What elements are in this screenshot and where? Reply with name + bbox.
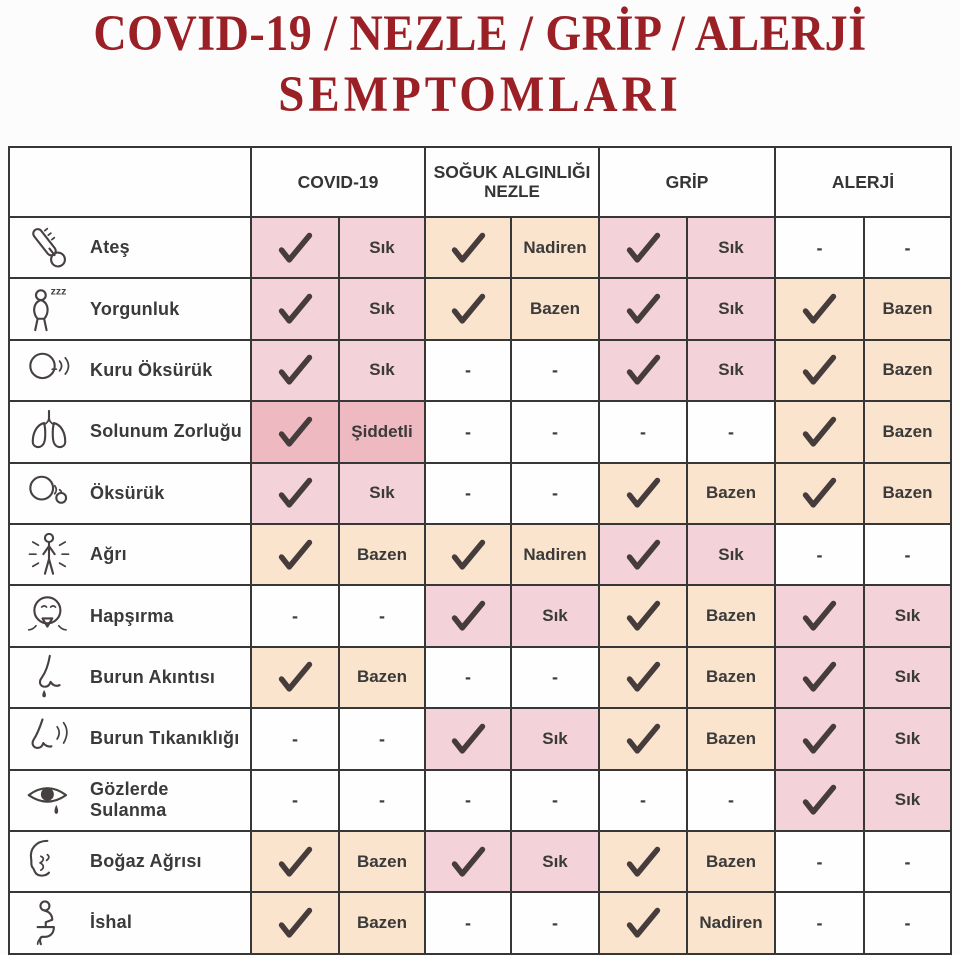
check-icon [801,354,838,386]
no-symptom-dash: - [816,237,823,258]
frequency-cell-grip: Bazen [688,709,774,768]
frequency-cell-grip: Bazen [688,648,774,707]
frequency-cell-grip: Sık [688,525,774,584]
check-icon [625,600,662,632]
frequency-cell-nezle [512,893,598,952]
check-cell-grip [600,464,686,523]
check-cell-grip [600,832,686,891]
check-icon [277,293,314,325]
no-symptom-dash: - [292,728,298,749]
check-cell-nezle [426,218,510,277]
check-icon [450,539,487,571]
runny-nose-icon [22,650,76,704]
thermometer-icon [22,221,76,275]
no-symptom-dash: - [552,483,558,504]
page-title-line1: COVID-19 / NEZLE / GRİP / ALERJİ [93,5,867,63]
check-icon [801,293,838,325]
check-icon [625,539,662,571]
check-cell-covid19 [252,464,338,523]
check-icon [450,232,487,264]
column-header-grip [600,148,774,216]
no-symptom-dash: - [465,912,471,933]
check-cell-alerji [776,279,863,338]
no-symptom-dash: - [292,790,298,811]
frequency-cell-alerji [865,832,950,891]
check-cell-grip [600,586,686,645]
symptom-label: Ağrı [90,544,127,565]
no-symptom-dash: - [552,360,558,381]
frequency-cell-alerji: Sık [865,709,950,768]
check-icon [277,354,314,386]
no-symptom-dash: - [379,606,385,627]
frequency-cell-nezle [512,464,598,523]
column-header-label: COVID-19 [297,171,379,192]
check-icon [801,784,838,816]
frequency-cell-covid19: Şiddetli [340,402,424,461]
symptom-cell [10,832,250,891]
check-icon [801,661,838,693]
check-cell-nezle [426,279,510,338]
check-icon [450,723,487,755]
no-symptom-dash: - [640,790,646,811]
column-header-sublabel: NEZLE [484,182,540,202]
check-cell-alerji [776,464,863,523]
symptom-label: Yorgunluk [90,298,180,319]
column-header-covid19 [252,148,424,216]
frequency-cell-covid19: Bazen [340,525,424,584]
no-symptom-dash: - [552,667,558,688]
check-cell-grip [600,648,686,707]
no-symptom-dash: - [728,421,734,442]
symptom-cell [10,341,250,400]
frequency-cell-nezle [512,771,598,830]
check-icon [625,232,662,264]
check-cell-nezle [426,648,510,707]
frequency-cell-nezle [512,402,598,461]
sore-throat-icon [22,835,76,889]
no-symptom-dash: - [379,728,385,749]
frequency-cell-nezle: Sık [512,709,598,768]
check-cell-nezle [426,771,510,830]
no-symptom-dash: - [465,790,471,811]
frequency-cell-nezle: Sık [512,832,598,891]
check-icon [277,232,314,264]
symptom-cell [10,402,250,461]
check-cell-grip [600,218,686,277]
symptom-cell [10,464,250,523]
check-cell-grip [600,893,686,952]
check-cell-covid19 [252,586,338,645]
frequency-cell-alerji: Bazen [865,341,950,400]
check-cell-alerji [776,893,863,952]
frequency-cell-alerji: Bazen [865,279,950,338]
symptom-cell [10,893,250,952]
symptom-cell [10,279,250,338]
symptom-label: Ateş [90,237,130,258]
check-cell-covid19 [252,893,338,952]
watery-eye-icon [22,773,76,827]
frequency-cell-grip: Bazen [688,586,774,645]
check-cell-covid19 [252,709,338,768]
symptom-label: İshal [90,912,133,933]
symptom-label: Burun Tıkanıklığı [90,728,240,749]
check-cell-alerji [776,832,863,891]
symptom-cell [10,586,250,645]
frequency-cell-covid19: Sık [340,218,424,277]
check-cell-nezle [426,586,510,645]
check-cell-grip [600,525,686,584]
check-cell-nezle [426,832,510,891]
check-icon [450,846,487,878]
dry-cough-icon [22,343,76,397]
no-symptom-dash: - [465,483,471,504]
check-cell-grip [600,402,686,461]
frequency-cell-grip: Sık [688,279,774,338]
no-symptom-dash: - [640,421,646,442]
frequency-cell-grip: Nadiren [688,893,774,952]
symptom-label: Gözlerde Sulanma [90,779,169,821]
check-icon [277,539,314,571]
frequency-cell-nezle: Bazen [512,279,598,338]
check-icon [277,477,314,509]
check-icon [801,600,838,632]
symptom-label: Hapşırma [90,605,174,626]
check-cell-grip [600,771,686,830]
frequency-cell-grip: Sık [688,341,774,400]
check-cell-alerji [776,341,863,400]
no-symptom-dash: - [816,851,823,872]
no-symptom-dash: - [728,790,734,811]
check-icon [277,907,314,939]
frequency-cell-covid19: Bazen [340,893,424,952]
check-cell-alerji [776,586,863,645]
check-cell-nezle [426,525,510,584]
no-symptom-dash: - [552,421,558,442]
no-symptom-dash: - [904,237,911,258]
frequency-cell-grip: Bazen [688,832,774,891]
no-symptom-dash: - [904,912,911,933]
sneeze-icon [22,589,76,643]
corner-cell [10,148,250,216]
svg-text:zzz: zzz [50,285,67,298]
check-icon [625,477,662,509]
check-icon [625,293,662,325]
fatigue-icon [22,282,76,336]
symptom-label: Solunum Zorluğu [90,421,242,442]
frequency-cell-alerji: Bazen [865,402,950,461]
check-icon [625,723,662,755]
frequency-cell-alerji [865,893,950,952]
frequency-cell-grip [688,402,774,461]
symptom-cell [10,771,250,830]
no-symptom-dash: - [465,667,471,688]
column-header-alerji [776,148,950,216]
frequency-cell-nezle [512,648,598,707]
check-cell-covid19 [252,218,338,277]
frequency-cell-nezle [512,341,598,400]
check-cell-grip [600,709,686,768]
frequency-cell-nezle: Sık [512,586,598,645]
check-cell-covid19 [252,279,338,338]
lungs-icon [22,405,76,459]
frequency-cell-alerji [865,525,950,584]
no-symptom-dash: - [904,851,911,872]
check-cell-alerji [776,525,863,584]
cough-icon [22,466,76,520]
frequency-cell-alerji: Sık [865,586,950,645]
no-symptom-dash: - [379,790,385,811]
check-cell-covid19 [252,341,338,400]
no-symptom-dash: - [292,606,298,627]
page-title-line2: SEMPTOMLARI [278,66,682,124]
check-cell-covid19 [252,525,338,584]
frequency-cell-alerji: Sık [865,648,950,707]
check-icon [277,846,314,878]
check-cell-nezle [426,709,510,768]
symptom-cell [10,648,250,707]
symptom-label: Öksürük [90,482,165,503]
frequency-cell-grip: Sık [688,218,774,277]
check-icon [801,416,838,448]
check-cell-alerji [776,771,863,830]
no-symptom-dash: - [816,544,823,565]
check-icon [801,477,838,509]
check-cell-alerji [776,402,863,461]
check-cell-covid19 [252,832,338,891]
frequency-cell-covid19: Sık [340,279,424,338]
symptom-cell [10,709,250,768]
check-icon [625,354,662,386]
frequency-cell-covid19 [340,586,424,645]
frequency-cell-alerji [865,218,950,277]
no-symptom-dash: - [552,790,558,811]
no-symptom-dash: - [904,544,911,565]
frequency-cell-covid19 [340,771,424,830]
check-cell-alerji [776,648,863,707]
check-icon [625,846,662,878]
frequency-cell-grip: Bazen [688,464,774,523]
frequency-cell-alerji: Bazen [865,464,950,523]
check-cell-nezle [426,893,510,952]
check-icon [450,600,487,632]
check-cell-grip [600,341,686,400]
check-icon [625,661,662,693]
check-cell-nezle [426,341,510,400]
symptom-label: Boğaz Ağrısı [90,851,202,872]
check-cell-alerji [776,709,863,768]
check-cell-alerji [776,218,863,277]
check-cell-covid19 [252,648,338,707]
symptom-cell [10,525,250,584]
frequency-cell-nezle: Nadiren [512,218,598,277]
frequency-cell-nezle: Nadiren [512,525,598,584]
check-icon [801,723,838,755]
check-icon [450,293,487,325]
check-cell-nezle [426,464,510,523]
symptom-label: Kuru Öksürük [90,359,213,380]
no-symptom-dash: - [465,421,471,442]
check-icon [277,661,314,693]
congestion-icon [22,712,76,766]
frequency-cell-covid19: Sık [340,464,424,523]
no-symptom-dash: - [816,912,823,933]
frequency-cell-covid19: Bazen [340,832,424,891]
check-cell-covid19 [252,402,338,461]
frequency-cell-covid19 [340,709,424,768]
check-icon [625,907,662,939]
page-title [0,4,960,124]
frequency-cell-covid19: Bazen [340,648,424,707]
frequency-cell-covid19: Sık [340,341,424,400]
symptom-comparison-table [8,146,952,955]
frequency-cell-grip [688,771,774,830]
pain-icon [22,528,76,582]
column-header-label: GRİP [665,171,709,192]
check-icon [277,416,314,448]
no-symptom-dash: - [465,360,471,381]
symptom-label: Burun Akıntısı [90,666,216,687]
check-cell-covid19 [252,771,338,830]
check-cell-grip [600,279,686,338]
column-header-nezle [426,148,598,216]
toilet-icon [22,896,76,950]
symptom-cell [10,218,250,277]
frequency-cell-alerji: Sık [865,771,950,830]
check-cell-nezle [426,402,510,461]
column-header-label: SOĞUK ALGINLIĞI [433,161,591,182]
no-symptom-dash: - [552,912,558,933]
column-header-label: ALERJİ [831,171,895,192]
